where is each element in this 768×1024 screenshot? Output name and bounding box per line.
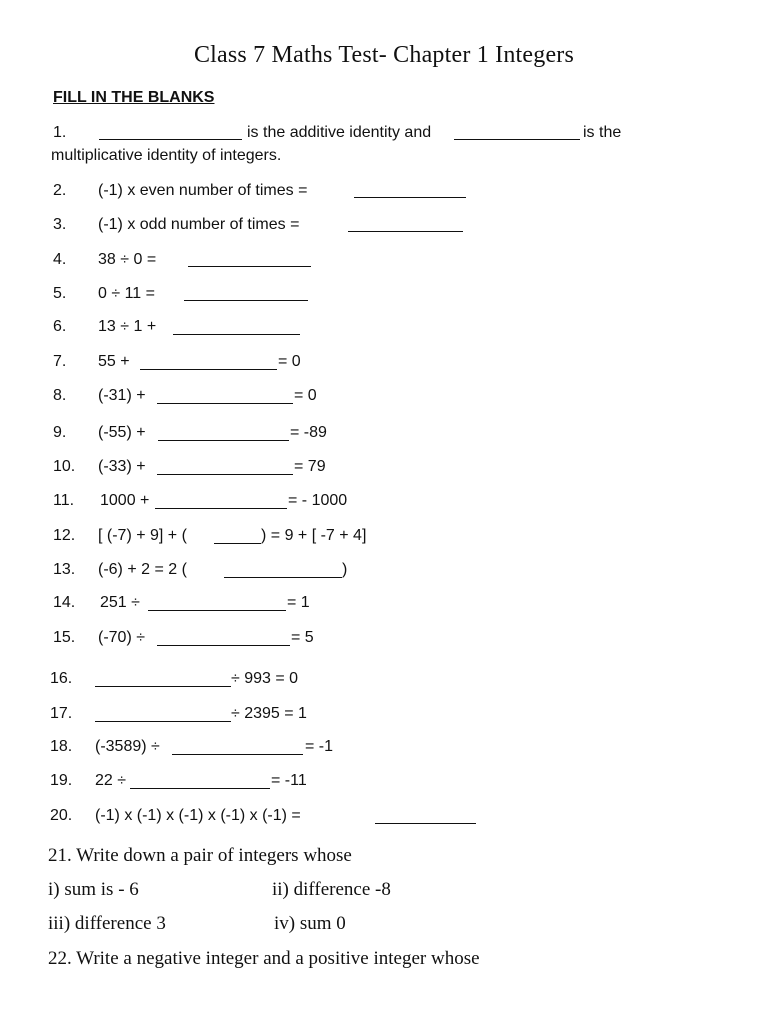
question-number: 10. [53,458,76,475]
question-text: = 1 [287,594,310,611]
answer-blank[interactable] [130,788,270,789]
question-number: 5. [53,285,67,302]
answer-blank[interactable] [157,645,290,646]
question-text: = - 1000 [288,492,348,509]
answer-blank[interactable] [99,139,242,140]
answer-blank[interactable] [214,543,261,544]
question-number: 13. [53,561,76,578]
question-number: 3. [53,216,67,233]
question-number: 7. [53,353,67,370]
question-number: 14. [53,594,76,611]
question-number: 12. [53,527,76,544]
question-text: (-1) x (-1) x (-1) x (-1) x (-1) = [95,807,301,824]
answer-blank[interactable] [148,610,286,611]
question-text: 22. Write a negative integer and a positive integer whose [48,948,480,969]
question-text: (-3589) ÷ [95,738,160,755]
question-text: 251 ÷ [100,594,140,611]
answer-blank[interactable] [348,231,463,232]
question-text: = 0 [278,353,301,370]
question-number: 6. [53,318,67,335]
answer-blank[interactable] [157,403,293,404]
question-text: multiplicative identity of integers. [51,147,282,164]
question-number: 19. [50,772,73,789]
answer-blank[interactable] [354,197,466,198]
answer-blank[interactable] [140,369,277,370]
question-text: 0 ÷ 11 = [98,285,155,302]
question-text: 55 + [98,353,130,370]
sub-question: iii) difference 3 [48,913,166,934]
question-number: 2. [53,182,67,199]
question-number: 16. [50,670,73,687]
answer-blank[interactable] [184,300,308,301]
question-number: 9. [53,424,67,441]
question-text: [ (-7) + 9] + ( [98,527,187,544]
sub-question: iv) sum 0 [274,913,346,934]
question-text: ÷ 2395 = 1 [231,705,307,722]
section-heading: FILL IN THE BLANKS [53,89,215,106]
question-text: (-33) + [98,458,146,475]
question-text: = 79 [294,458,326,475]
question-number: 1. [53,124,67,141]
answer-blank[interactable] [158,440,289,441]
answer-blank[interactable] [224,577,342,578]
question-text: ) = 9 + [ -7 + 4] [261,527,367,544]
sub-question: ii) difference -8 [272,879,391,900]
question-text: (-6) + 2 = 2 ( [98,561,187,578]
answer-blank[interactable] [95,686,231,687]
answer-blank[interactable] [188,266,311,267]
question-text: (-70) ÷ [98,629,146,646]
question-number: 15. [53,629,76,646]
question-number: 8. [53,387,67,404]
question-number: 17. [50,705,73,722]
question-text: (-55) + [98,424,146,441]
question-text: = 5 [291,629,314,646]
question-number: 20. [50,807,73,824]
answer-blank[interactable] [375,823,476,824]
question-text: 22 ÷ [95,772,127,789]
answer-blank[interactable] [173,334,300,335]
question-text: 13 ÷ 1 + [98,318,157,335]
page-title: Class 7 Maths Test- Chapter 1 Integers [193,42,575,68]
question-text: (-31) + [98,387,146,404]
question-text: (-1) x even number of times = [98,182,308,199]
question-text: (-1) x odd number of times = [98,216,300,233]
sub-question: i) sum is - 6 [48,879,139,900]
question-number: 11. [53,492,75,509]
question-text: ÷ 993 = 0 [231,670,299,687]
question-text: = -89 [290,424,327,441]
question-text: = -1 [305,738,334,755]
answer-blank[interactable] [454,139,580,140]
question-text: 1000 + [100,492,150,509]
answer-blank[interactable] [155,508,287,509]
answer-blank[interactable] [157,474,293,475]
question-text: 21. Write down a pair of integers whose [48,845,352,866]
question-text: 38 ÷ 0 = [98,251,157,268]
question-text: = 0 [294,387,317,404]
question-number: 18. [50,738,73,755]
answer-blank[interactable] [172,754,303,755]
answer-blank[interactable] [95,721,231,722]
question-text: = -11 [271,772,307,789]
question-number: 4. [53,251,67,268]
question-text: is the additive identity and [247,124,432,141]
question-text: ) [342,561,348,578]
question-text: is the [583,124,622,141]
